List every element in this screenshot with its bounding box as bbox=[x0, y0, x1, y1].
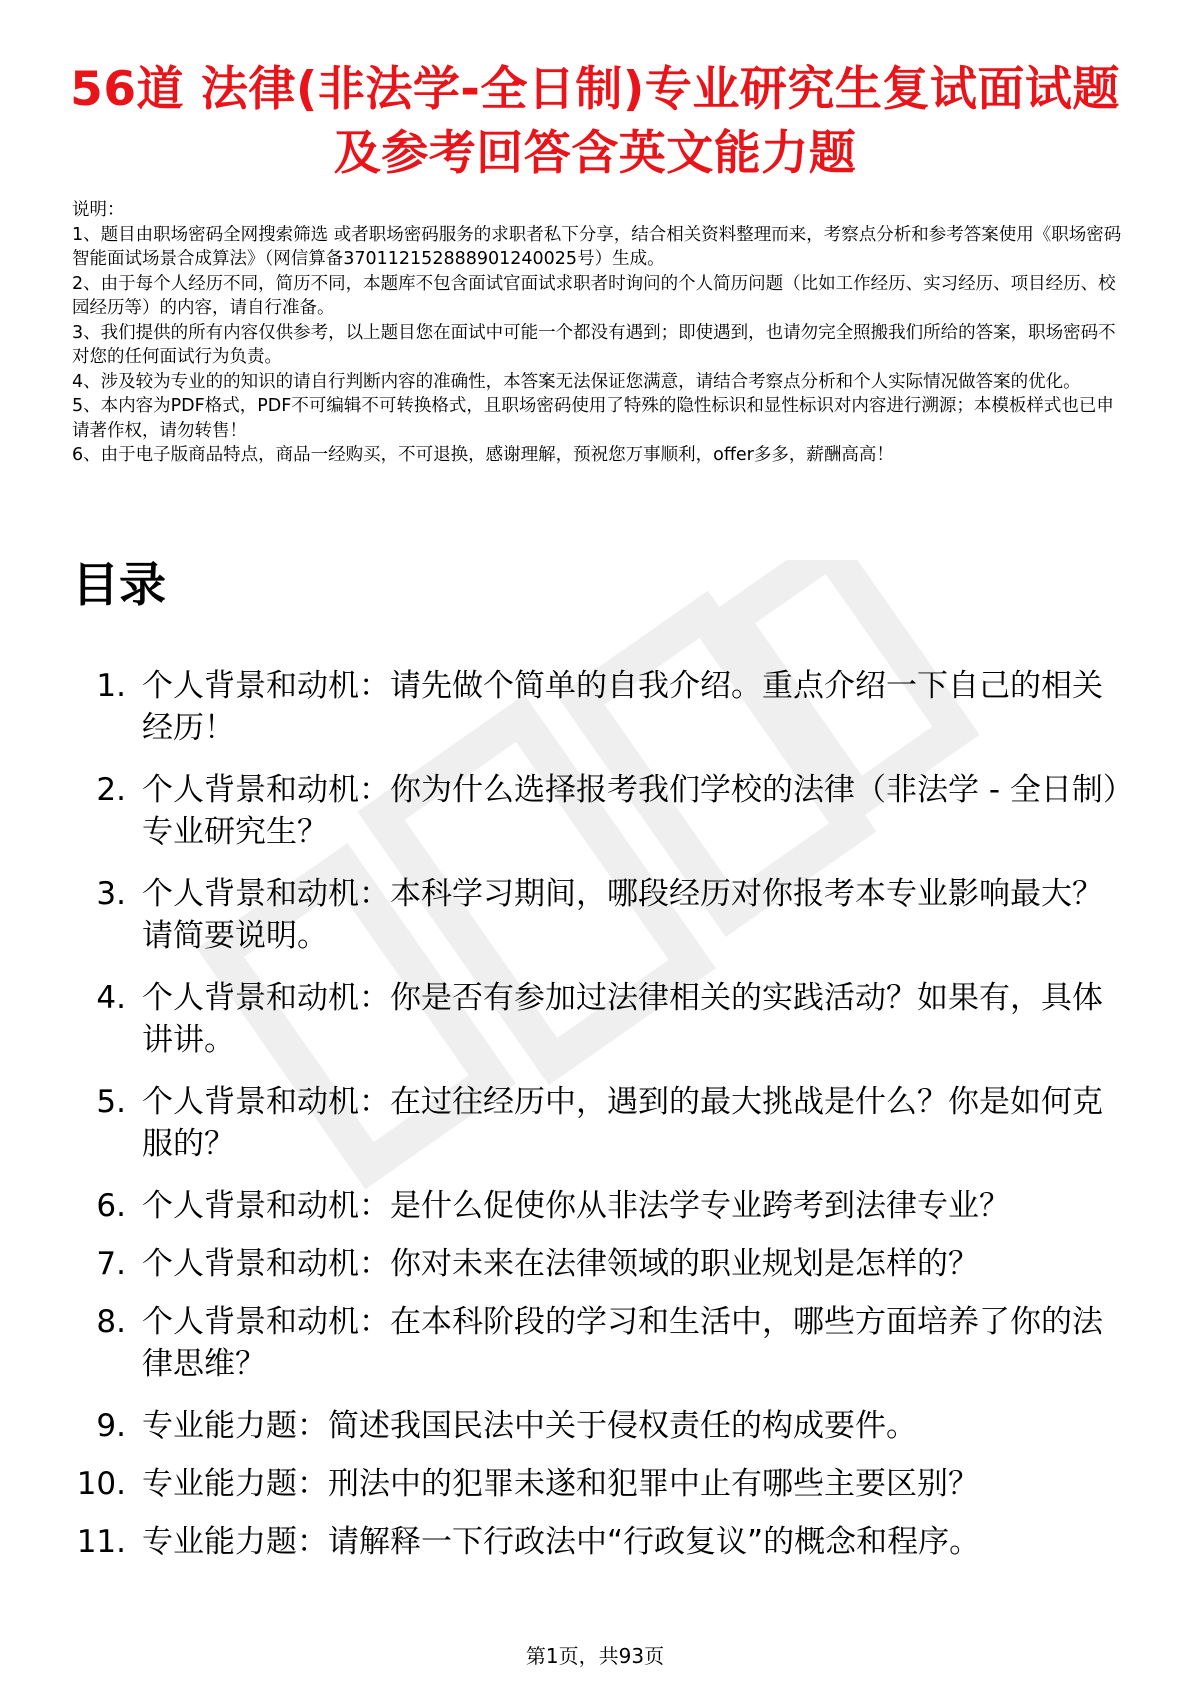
toc-item-number: 7. bbox=[96, 1246, 126, 1282]
instructions-section bbox=[72, 198, 1130, 468]
toc-item-number: 2. bbox=[96, 772, 126, 808]
toc-item-number: 10. bbox=[76, 1466, 126, 1502]
toc-item[interactable] bbox=[62, 1521, 1130, 1563]
instruction-item: 1、题目由职场密码全网搜索筛选 或者职场密码服务的求职者私下分享，结合相关资料整理而来，考察点分析和参考答案使用《职场密码智能面试场景合成算法》（网信算备370112152888901240025号）生成。 bbox=[72, 224, 1122, 269]
toc-item-number: 8. bbox=[96, 1304, 126, 1340]
toc-item[interactable] bbox=[62, 1405, 1130, 1447]
document-title: 56道 法律(非法学-全日制)专业研究生复试面试题及参考回答含英文能力题 bbox=[70, 62, 1120, 181]
toc-item[interactable] bbox=[62, 1243, 1130, 1285]
toc-item[interactable] bbox=[62, 1185, 1130, 1227]
toc-item-text: 个人背景和动机：是什么促使你从非法学专业跨考到法律专业？ bbox=[142, 1188, 1010, 1224]
toc-item-text: 个人背景和动机：在过往经历中，遇到的最大挑战是什么？你是如何克服的？ bbox=[142, 1084, 1103, 1162]
toc-item[interactable] bbox=[62, 769, 1130, 853]
toc-list bbox=[62, 665, 1130, 1579]
toc-item-text: 个人背景和动机：你为什么选择报考我们学校的法律（非法学 - 全日制）专业研究生？ bbox=[142, 772, 1119, 850]
instruction-item: 3、我们提供的所有内容仅供参考，以上题目您在面试中可能一个都没有遇到；即使遇到，也请勿完全照搬我们所给的答案，职场密码不对您的任何面试行为负责。 bbox=[72, 322, 1116, 367]
toc-item-text: 个人背景和动机：你是否有参加过法律相关的实践活动？如果有，具体讲讲。 bbox=[142, 980, 1103, 1058]
toc-item-text: 个人背景和动机：请先做个简单的自我介绍。重点介绍一下自己的相关经历！ bbox=[142, 668, 1103, 746]
toc-item-text: 个人背景和动机：在本科阶段的学习和生活中，哪些方面培养了你的法律思维？ bbox=[142, 1304, 1103, 1382]
instruction-item: 2、由于每个人经历不同，简历不同，本题库不包含面试官面试求职者时询问的个人简历问题（比如工作经历、实习经历、项目经历、校园经历等）的内容，请自行准备。 bbox=[72, 273, 1116, 318]
toc-item-text: 个人背景和动机：你对未来在法律领域的职业规划是怎样的？ bbox=[142, 1246, 979, 1282]
toc-heading: 目录 bbox=[72, 558, 166, 613]
toc-item[interactable] bbox=[62, 1301, 1130, 1385]
toc-item-text: 专业能力题：简述我国民法中关于侵权责任的构成要件。 bbox=[142, 1408, 917, 1444]
toc-item-number: 9. bbox=[96, 1408, 126, 1444]
toc-item-text: 专业能力题：刑法中的犯罪未遂和犯罪中止有哪些主要区别？ bbox=[142, 1466, 979, 1502]
toc-item-number: 4. bbox=[96, 980, 126, 1016]
toc-item[interactable] bbox=[62, 1081, 1130, 1165]
instructions-heading: 说明： bbox=[72, 200, 125, 220]
toc-item-number: 3. bbox=[96, 876, 126, 912]
toc-item-number: 6. bbox=[96, 1188, 126, 1224]
instruction-item: 4、涉及较为专业的的知识的请自行判断内容的准确性，本答案无法保证您满意，请结合考察点分析和个人实际情况做答案的优化。 bbox=[72, 371, 1081, 392]
toc-item-text: 个人背景和动机：本科学习期间，哪段经历对你报考本专业影响最大？请简要说明。 bbox=[142, 876, 1103, 954]
toc-item-text: 专业能力题：请解释一下行政法中“行政复议”的概念和程序。 bbox=[142, 1524, 981, 1560]
toc-item[interactable] bbox=[62, 873, 1130, 957]
toc-item-number: 5. bbox=[96, 1084, 126, 1120]
toc-item-number: 11. bbox=[76, 1524, 126, 1560]
instruction-item: 5、本内容为PDF格式，PDF不可编辑不可转换格式，且职场密码使用了特殊的隐性标识和显性标识对内容进行溯源；本模板样式也已申请著作权，请勿转售！ bbox=[72, 396, 1114, 441]
toc-item-number: 1. bbox=[96, 668, 126, 704]
toc-item[interactable] bbox=[62, 1463, 1130, 1505]
instruction-item: 6、由于电子版商品特点，商品一经购买，不可退换，感谢理解，预祝您万事顺利，offer多多，薪酬高高！ bbox=[72, 445, 894, 465]
toc-item[interactable] bbox=[62, 977, 1130, 1061]
toc-item[interactable] bbox=[62, 665, 1130, 749]
page-number: 第1页，共93页 bbox=[525, 1644, 665, 1668]
